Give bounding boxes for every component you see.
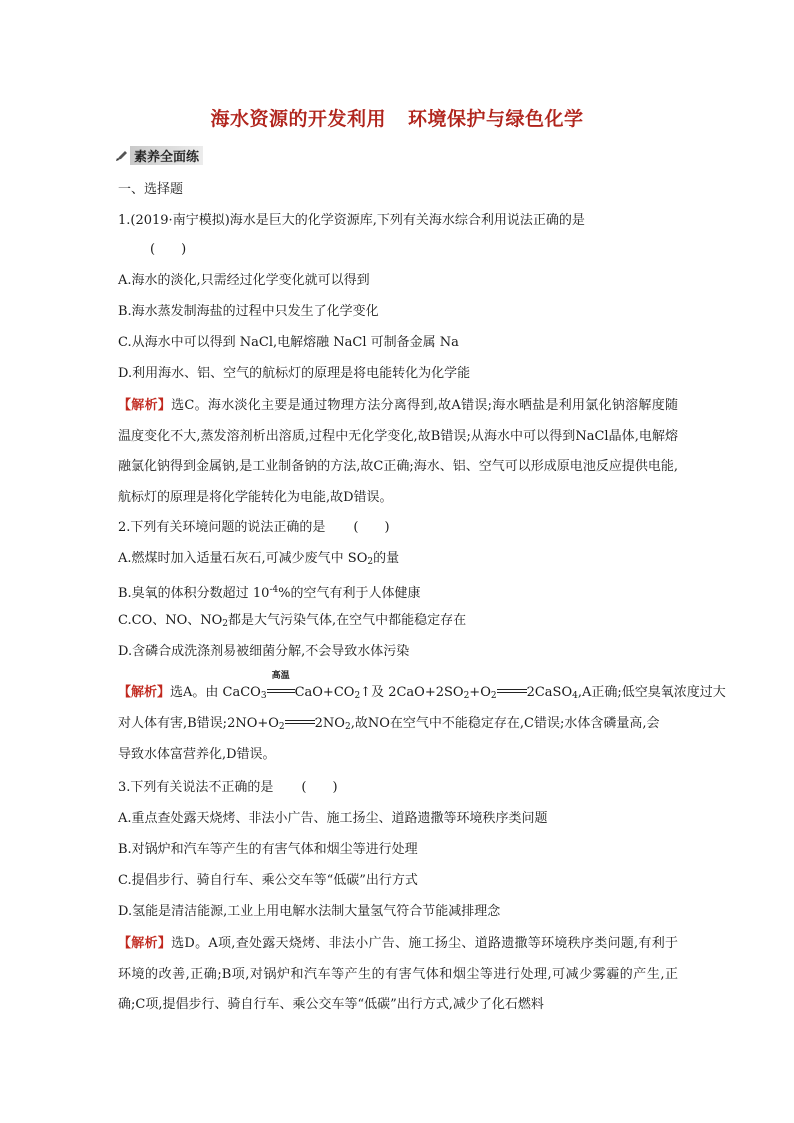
eq-text: 对人体有害,B错误;2NO+O [118,716,279,731]
q1-explanation [118,391,678,513]
pencil-icon [116,149,128,161]
eq-text: CaO+CO [294,685,355,700]
q1-option-d: D.利用海水、铝、空气的航标灯的原理是将电能转化为化学能 [118,366,471,381]
q2-option-a-text: A.燃煤时加入适量石灰石,可减少废气中 SO [118,551,368,566]
q3-option-d: D.氢能是清洁能源,工业上用电解水法制大量氢气符合节能减排理念 [118,904,501,919]
title-part-1: 海水资源的开发利用 [210,108,386,130]
q2-stem-text: 2.下列有关环境问题的说法正确的是 [118,520,326,535]
q1-option-c: C.从海水中可以得到 NaCl,电解熔融 NaCl 可制备金属 Na [118,335,459,350]
section-tag [116,146,203,164]
eq-text: +O [469,685,491,700]
eq-text: ,故NO在空气中不能稳定存在,C错误;水体含磷量高,会 [350,716,660,731]
q2-explanation-label: 【解析】 [118,685,171,700]
subscript: 2 [463,691,470,701]
subscript: 2 [367,557,374,567]
equals-sign [285,720,315,724]
q3-option-b: B.对锅炉和汽车等产生的有害气体和烟尘等进行处理 [118,842,418,857]
eq-text: ↑及 2CaO+2SO [360,685,464,700]
q3-explanation-label: 【解析】 [118,936,172,951]
q2-option-c-text: C.CO、NO、NO [118,613,223,628]
q2-option-d: D.含磷合成洗涤剂易被细菌分解,不会导致水体污染 [118,644,410,659]
q2-option-c-tail: 都是大气污染气体,在空气中都能稳定存在 [228,613,467,628]
q2-stem [118,519,390,537]
q1-answer-blank: ( ) [150,242,187,257]
q2-explanation-line-2 [118,715,659,736]
q3-option-a: A.重点查处露天烧烤、非法小广告、施工扬尘、道路遗撒等环境秩序类问题 [118,811,548,826]
q2-explanation-line-1 [118,671,726,705]
title-part-2: 环境保护与绿色化学 [408,108,584,130]
eq-text: 2NO [314,716,345,731]
subscript: 2 [490,691,497,701]
q2-explanation-line-3: 导致水体富营养化,D错误。 [118,747,276,762]
q3-answer-blank: ( ) [301,780,338,795]
reaction-condition-arrow [267,671,295,702]
equals-sign [497,689,527,693]
subscript: 4 [572,691,578,701]
page-title [0,104,794,131]
eq-text: ,A正确;低空臭氧浓度过大 [577,685,726,700]
reaction-condition-label: 高温 [271,671,290,681]
q1-option-b: B.海水蒸发制海盐的过程中只发生了化学变化 [118,304,379,319]
subscript: 2 [344,722,351,732]
q2-option-a [118,550,399,571]
q3-explanation [118,929,678,1021]
q1-explanation-text: 选C。海水淡化主要是通过物理方法分离得到,故A错误;海水晒盐是利用氯化钠溶解度随温度变化不大,蒸发溶剂析出溶质,过程中无化学变化,故B错误;从海水中可以得到NaCl晶体,电解熔融氯化钠得到金属钠,是工业制备钠的方法,故C正确;海水、铝、空气可以形成原电池反应提供电能,航标灯的原理是将化学能转化为电能,故D错误。 [118,398,678,505]
q2-option-b-tail: %的空气有利于人体健康 [278,586,421,601]
q2-option-a-tail: 的量 [373,551,400,566]
q1-stem: 1.(2019·南宁模拟)海水是巨大的化学资源库,下列有关海水综合利用说法正确的是 [118,213,585,228]
q3-stem [118,779,338,797]
eq-text: 2CaSO [526,685,573,700]
eq-text: 选A。由 CaCO [170,685,261,700]
subscript: 2 [222,619,229,629]
q2-answer-blank: ( ) [353,520,390,535]
superscript: -4 [269,585,279,595]
q2-option-b [118,581,421,603]
q3-explanation-text: 选D。A项,查处露天烧烤、非法小广告、施工扬尘、道路遗撒等环境秩序类问题,有利于环境的改善,正确;B项,对锅炉和汽车等产生的有害气体和烟尘等进行处理,可减少雾霾的产生,正确;C项,提倡步行、骑自行车、乘公交车等“低碳”出行方式,减少了化石燃料 [118,936,678,1012]
subscript: 2 [354,691,361,701]
q2-option-c [118,612,466,633]
subscript: 3 [260,691,267,701]
q3-option-c: C.提倡步行、骑自行车、乘公交车等“低碳”出行方式 [118,873,418,888]
section-tag-label: 素养全面练 [130,146,203,165]
subscript: 2 [278,722,285,732]
q1-option-a: A.海水的淡化,只需经过化学变化就可以得到 [118,273,370,288]
q2-option-b-text: B.臭氧的体积分数超过 10 [118,586,270,601]
q3-stem-text: 3.下列有关说法不正确的是 [118,780,274,795]
section-heading: 一、选择题 [118,182,184,197]
q1-explanation-label: 【解析】 [118,398,172,413]
